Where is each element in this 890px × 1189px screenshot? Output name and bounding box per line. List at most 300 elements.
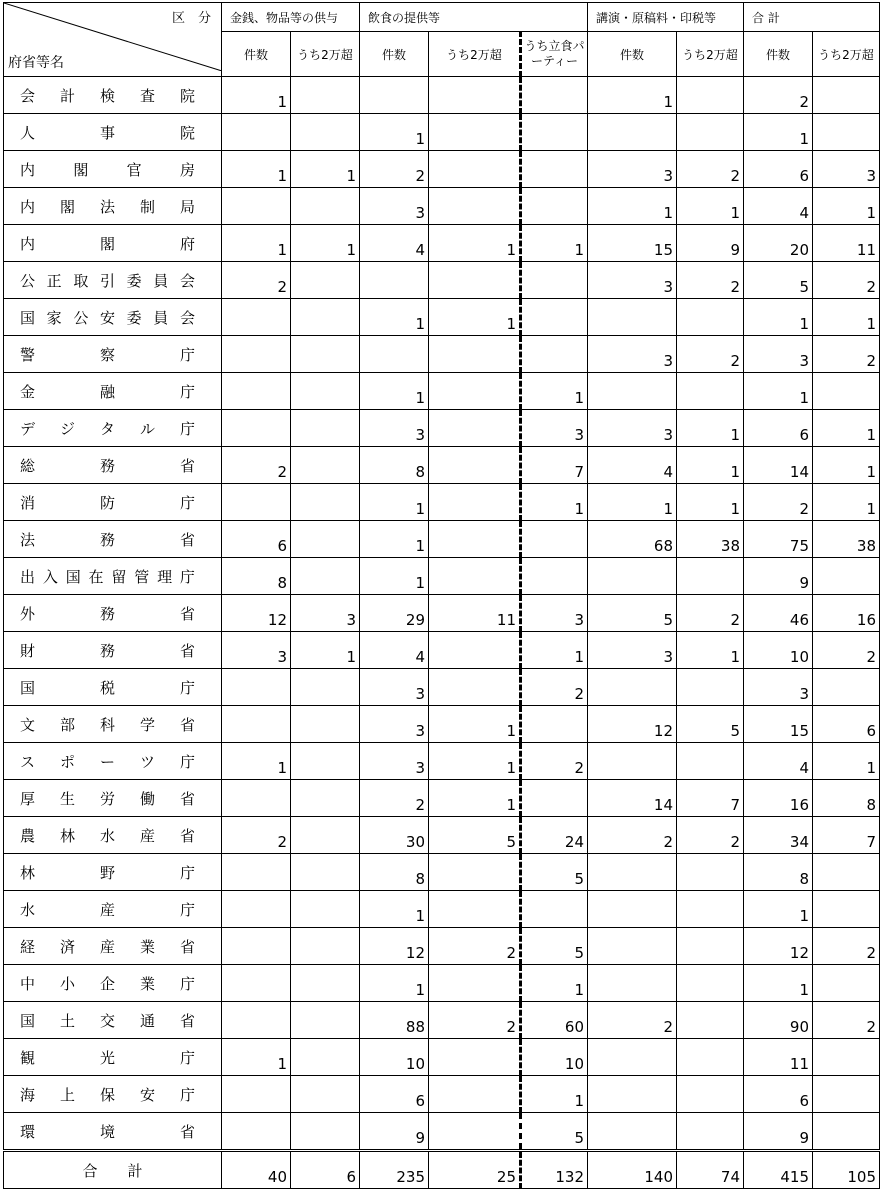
ministry-name: 消 防 庁 [20, 493, 195, 512]
cell-total-count: 75 [744, 521, 813, 558]
cell-total-over-20k [813, 114, 880, 151]
cell-meal-party: 1 [521, 225, 588, 262]
cell-lecture-count: 5 [588, 595, 677, 632]
ministry-name-cell [4, 77, 222, 114]
cell-meal-over-20k [429, 447, 521, 484]
cell-lecture-count: 4 [588, 447, 677, 484]
cell-lecture-count: 140 [588, 1151, 677, 1189]
cell-lecture-over-20k [677, 299, 744, 336]
subheader-count: 件数 [360, 32, 429, 77]
table-row [4, 1039, 880, 1076]
cell-meal-party: 1 [521, 1076, 588, 1113]
cell-meal-count: 1 [360, 521, 429, 558]
cell-meal-over-20k: 2 [429, 1002, 521, 1039]
cell-meal-count: 10 [360, 1039, 429, 1076]
table-row [4, 225, 880, 262]
cell-meal-count [360, 77, 429, 114]
ministry-name-cell [4, 854, 222, 891]
cell-total-over-20k: 3 [813, 151, 880, 188]
cell-total-over-20k: 11 [813, 225, 880, 262]
cell-meal-over-20k: 1 [429, 743, 521, 780]
cell-total-over-20k: 1 [813, 447, 880, 484]
cell-total-count: 1 [744, 373, 813, 410]
ministry-name: 警 察 庁 [20, 345, 195, 364]
cell-total-count: 4 [744, 188, 813, 225]
table-row [4, 299, 880, 336]
cell-lecture-over-20k [677, 669, 744, 706]
cell-total-over-20k: 6 [813, 706, 880, 743]
cell-total-over-20k: 16 [813, 595, 880, 632]
subheader-count: 件数 [588, 32, 677, 77]
cell-meal-over-20k [429, 521, 521, 558]
cell-meal-over-20k [429, 669, 521, 706]
cell-money-over-20k [291, 558, 360, 595]
ministry-name-cell [4, 632, 222, 669]
cell-lecture-over-20k [677, 891, 744, 928]
cell-meal-over-20k [429, 188, 521, 225]
cell-lecture-over-20k: 1 [677, 484, 744, 521]
cell-meal-over-20k: 1 [429, 706, 521, 743]
ministry-name: 外 務 省 [20, 604, 195, 623]
cell-lecture-over-20k [677, 928, 744, 965]
cell-lecture-over-20k: 1 [677, 632, 744, 669]
cell-lecture-count: 14 [588, 780, 677, 817]
cell-meal-count: 30 [360, 817, 429, 854]
table-row [4, 262, 880, 299]
cell-money-over-20k [291, 410, 360, 447]
cell-lecture-count: 3 [588, 410, 677, 447]
cell-lecture-over-20k: 74 [677, 1151, 744, 1189]
cell-meal-count [360, 262, 429, 299]
cell-money-over-20k [291, 780, 360, 817]
cell-money-count [222, 965, 291, 1002]
cell-meal-over-20k [429, 373, 521, 410]
cell-meal-party: 5 [521, 1113, 588, 1151]
cell-meal-over-20k [429, 854, 521, 891]
table-row [4, 632, 880, 669]
ministry-name: 金 融 庁 [20, 382, 195, 401]
cell-meal-count: 1 [360, 299, 429, 336]
table-row [4, 1076, 880, 1113]
ministry-name-cell [4, 447, 222, 484]
cell-meal-count: 9 [360, 1113, 429, 1151]
cell-money-count [222, 484, 291, 521]
cell-money-count [222, 299, 291, 336]
header-row-groups [4, 3, 880, 32]
cell-money-count [222, 854, 291, 891]
cell-total-count: 10 [744, 632, 813, 669]
cell-total-count: 1 [744, 299, 813, 336]
cell-total-over-20k [813, 965, 880, 1002]
cell-lecture-count [588, 1076, 677, 1113]
cell-lecture-count: 1 [588, 77, 677, 114]
cell-lecture-over-20k [677, 965, 744, 1002]
cell-meal-count: 8 [360, 447, 429, 484]
cell-lecture-count [588, 299, 677, 336]
cell-total-over-20k [813, 1039, 880, 1076]
ministry-name: 公 正 取 引 委 員 会 [20, 271, 195, 290]
cell-meal-count: 235 [360, 1151, 429, 1189]
group-header-lecture: 講演・原稿料・印税等 [588, 3, 744, 32]
cell-meal-party [521, 77, 588, 114]
ministry-name: 国 家 公 安 委 員 会 [20, 308, 195, 327]
table-row [4, 373, 880, 410]
cell-meal-over-20k [429, 410, 521, 447]
cell-meal-over-20k [429, 891, 521, 928]
cell-total-over-20k: 1 [813, 484, 880, 521]
cell-lecture-over-20k: 7 [677, 780, 744, 817]
cell-lecture-count: 3 [588, 336, 677, 373]
cell-meal-over-20k [429, 1076, 521, 1113]
table-row [4, 669, 880, 706]
cell-money-over-20k [291, 114, 360, 151]
ministry-name: 会 計 検 査 院 [20, 86, 195, 105]
cell-money-count: 6 [222, 521, 291, 558]
cell-meal-count: 88 [360, 1002, 429, 1039]
cell-meal-party: 2 [521, 743, 588, 780]
cell-total-count: 2 [744, 77, 813, 114]
cell-lecture-count [588, 373, 677, 410]
cell-meal-party: 1 [521, 632, 588, 669]
corner-header-cell [4, 3, 222, 77]
cell-total-over-20k: 1 [813, 743, 880, 780]
cell-meal-party: 5 [521, 928, 588, 965]
table-row [4, 965, 880, 1002]
cell-money-over-20k [291, 965, 360, 1002]
cell-lecture-count [588, 669, 677, 706]
table-row [4, 521, 880, 558]
table-row [4, 188, 880, 225]
cell-lecture-count: 1 [588, 188, 677, 225]
cell-lecture-count [588, 928, 677, 965]
cell-money-count [222, 928, 291, 965]
cell-lecture-over-20k [677, 854, 744, 891]
cell-total-over-20k: 2 [813, 928, 880, 965]
cell-money-count [222, 188, 291, 225]
cell-total-count: 11 [744, 1039, 813, 1076]
ministry-name: 出 入 国 在 留 管 理 庁 [20, 567, 195, 586]
cell-total-count: 9 [744, 1113, 813, 1151]
cell-money-count: 2 [222, 817, 291, 854]
ministry-name-cell [4, 1002, 222, 1039]
ministry-name: 国 税 庁 [20, 678, 195, 697]
cell-meal-over-20k [429, 965, 521, 1002]
cell-total-count: 20 [744, 225, 813, 262]
cell-lecture-count: 3 [588, 151, 677, 188]
cell-money-over-20k [291, 188, 360, 225]
ministry-name: 財 務 省 [20, 641, 195, 660]
cell-total-count: 4 [744, 743, 813, 780]
cell-money-count [222, 1002, 291, 1039]
cell-money-over-20k [291, 1039, 360, 1076]
cell-lecture-over-20k [677, 743, 744, 780]
ministry-name-cell [4, 114, 222, 151]
cell-meal-party: 1 [521, 965, 588, 1002]
table-row [4, 336, 880, 373]
ministry-name: 農 林 水 産 省 [20, 826, 195, 845]
cell-lecture-count [588, 558, 677, 595]
ministry-name: 国 土 交 通 省 [20, 1011, 195, 1030]
cell-total-over-20k: 105 [813, 1151, 880, 1189]
cell-lecture-count: 2 [588, 1002, 677, 1039]
cell-meal-over-20k: 1 [429, 225, 521, 262]
cell-total-over-20k: 2 [813, 336, 880, 373]
cell-lecture-count [588, 965, 677, 1002]
cell-total-over-20k [813, 669, 880, 706]
cell-meal-count: 1 [360, 484, 429, 521]
table-row [4, 151, 880, 188]
cell-lecture-over-20k: 2 [677, 336, 744, 373]
cell-money-over-20k [291, 854, 360, 891]
cell-meal-party [521, 114, 588, 151]
cell-meal-party: 7 [521, 447, 588, 484]
cell-money-over-20k [291, 299, 360, 336]
ministry-name: 総 務 省 [20, 456, 195, 475]
cell-total-count: 46 [744, 595, 813, 632]
cell-money-count [222, 114, 291, 151]
ministry-name: 厚 生 労 働 省 [20, 789, 195, 808]
cell-total-over-20k: 38 [813, 521, 880, 558]
cell-total-count: 14 [744, 447, 813, 484]
ministry-name-cell [4, 373, 222, 410]
cell-meal-count: 3 [360, 743, 429, 780]
cell-lecture-over-20k: 2 [677, 262, 744, 299]
cell-meal-count: 1 [360, 891, 429, 928]
cell-meal-count: 2 [360, 780, 429, 817]
cell-meal-count: 12 [360, 928, 429, 965]
cell-total-over-20k [813, 373, 880, 410]
cell-total-count: 6 [744, 1076, 813, 1113]
cell-total-count: 1 [744, 891, 813, 928]
cell-money-count: 2 [222, 447, 291, 484]
subheader-over-20k: うち2万超 [677, 32, 744, 77]
ministry-name: 内 閣 府 [20, 234, 195, 253]
ministry-name: 海 上 保 安 庁 [20, 1085, 195, 1104]
cell-total-count: 9 [744, 558, 813, 595]
cell-meal-over-20k [429, 1039, 521, 1076]
cell-meal-count: 1 [360, 114, 429, 151]
cell-lecture-count [588, 114, 677, 151]
table-row [4, 891, 880, 928]
cell-money-over-20k: 1 [291, 225, 360, 262]
ministry-name-cell [4, 225, 222, 262]
cell-meal-count: 3 [360, 669, 429, 706]
cell-meal-party [521, 336, 588, 373]
ministry-name: 文 部 科 学 省 [20, 715, 195, 734]
ministry-name: 水 産 庁 [20, 900, 195, 919]
cell-total-over-20k [813, 558, 880, 595]
cell-total-over-20k [813, 854, 880, 891]
cell-total-over-20k: 1 [813, 188, 880, 225]
table-row [4, 77, 880, 114]
cell-meal-count: 29 [360, 595, 429, 632]
ministry-name-cell [4, 817, 222, 854]
cell-meal-party: 1 [521, 373, 588, 410]
cell-lecture-count [588, 1113, 677, 1151]
cell-meal-party: 2 [521, 669, 588, 706]
table-wrapper [3, 2, 880, 1189]
ministry-name: 人 事 院 [20, 123, 195, 142]
table-row [4, 780, 880, 817]
cell-total-over-20k: 2 [813, 1002, 880, 1039]
ministry-name: デ ジ タ ル 庁 [20, 419, 195, 438]
cell-money-over-20k [291, 891, 360, 928]
group-header-total: 合 計 [744, 3, 880, 32]
table-row [4, 706, 880, 743]
cell-lecture-over-20k [677, 558, 744, 595]
cell-money-count [222, 373, 291, 410]
cell-money-count [222, 669, 291, 706]
cell-lecture-over-20k [677, 114, 744, 151]
ministry-name-cell [4, 743, 222, 780]
cell-money-over-20k [291, 336, 360, 373]
cell-meal-over-20k [429, 151, 521, 188]
cell-meal-over-20k [429, 77, 521, 114]
ministry-name-cell [4, 1076, 222, 1113]
cell-money-count: 1 [222, 151, 291, 188]
cell-meal-over-20k: 5 [429, 817, 521, 854]
table-row [4, 558, 880, 595]
cell-meal-count: 3 [360, 706, 429, 743]
cell-lecture-count [588, 1039, 677, 1076]
cell-meal-over-20k: 11 [429, 595, 521, 632]
cell-money-count: 12 [222, 595, 291, 632]
cell-total-count: 6 [744, 410, 813, 447]
cell-total-count: 6 [744, 151, 813, 188]
cell-lecture-over-20k [677, 1113, 744, 1151]
cell-meal-count: 4 [360, 225, 429, 262]
cell-money-count: 1 [222, 77, 291, 114]
cell-meal-count: 3 [360, 188, 429, 225]
cell-lecture-over-20k [677, 1039, 744, 1076]
table-row [4, 114, 880, 151]
table-row [4, 484, 880, 521]
cell-money-count: 3 [222, 632, 291, 669]
cell-total-over-20k: 2 [813, 262, 880, 299]
ministry-name-cell [4, 891, 222, 928]
cell-money-count [222, 1113, 291, 1151]
cell-meal-over-20k [429, 262, 521, 299]
cell-money-over-20k [291, 669, 360, 706]
subheader-over-20k: うち2万超 [429, 32, 521, 77]
cell-meal-over-20k: 2 [429, 928, 521, 965]
ministry-name: 経 済 産 業 省 [20, 937, 195, 956]
ministry-name: 中 小 企 業 庁 [20, 974, 195, 993]
cell-meal-party: 5 [521, 854, 588, 891]
cell-lecture-over-20k [677, 373, 744, 410]
table-row [4, 854, 880, 891]
cell-money-over-20k [291, 1076, 360, 1113]
cell-total-over-20k: 7 [813, 817, 880, 854]
cell-money-over-20k [291, 77, 360, 114]
cell-meal-over-20k: 25 [429, 1151, 521, 1189]
cell-money-over-20k [291, 706, 360, 743]
cell-money-count [222, 891, 291, 928]
cell-meal-count: 1 [360, 965, 429, 1002]
ministry-name-cell [4, 669, 222, 706]
cell-money-over-20k [291, 484, 360, 521]
total-label: 合 計 [82, 1161, 143, 1180]
ministry-name-cell [4, 410, 222, 447]
cell-lecture-count: 12 [588, 706, 677, 743]
cell-lecture-over-20k: 1 [677, 447, 744, 484]
cell-meal-over-20k [429, 484, 521, 521]
cell-meal-over-20k: 1 [429, 780, 521, 817]
cell-lecture-count: 3 [588, 262, 677, 299]
cell-total-count: 415 [744, 1151, 813, 1189]
cell-lecture-over-20k [677, 77, 744, 114]
total-row [4, 1151, 880, 1189]
group-header-money: 金銭、物品等の供与 [222, 3, 360, 32]
cell-meal-over-20k [429, 558, 521, 595]
ministry-name-cell [4, 336, 222, 373]
cell-total-over-20k: 8 [813, 780, 880, 817]
cell-total-count: 15 [744, 706, 813, 743]
subheader-over-20k: うち2万超 [291, 32, 360, 77]
cell-meal-party [521, 262, 588, 299]
corner-category-label: 区 分 [171, 11, 211, 26]
cell-meal-count: 2 [360, 151, 429, 188]
table-row [4, 928, 880, 965]
table-row [4, 410, 880, 447]
ministry-name: 環 境 省 [20, 1122, 195, 1141]
cell-money-over-20k [291, 928, 360, 965]
cell-lecture-over-20k: 2 [677, 151, 744, 188]
cell-meal-party: 3 [521, 410, 588, 447]
cell-total-over-20k: 1 [813, 299, 880, 336]
cell-meal-party [521, 151, 588, 188]
ministry-name-cell [4, 151, 222, 188]
table-row [4, 1113, 880, 1151]
cell-lecture-count: 68 [588, 521, 677, 558]
cell-meal-party [521, 188, 588, 225]
cell-lecture-over-20k: 2 [677, 595, 744, 632]
cell-meal-party: 10 [521, 1039, 588, 1076]
cell-money-count: 8 [222, 558, 291, 595]
subheader-standing-party: うち立食パーティー [521, 32, 588, 77]
cell-money-over-20k [291, 743, 360, 780]
cell-total-count: 16 [744, 780, 813, 817]
cell-total-over-20k [813, 1076, 880, 1113]
cell-lecture-over-20k [677, 1002, 744, 1039]
cell-total-over-20k [813, 77, 880, 114]
table-row [4, 1002, 880, 1039]
cell-money-count [222, 780, 291, 817]
cell-total-count: 90 [744, 1002, 813, 1039]
cell-meal-party: 1 [521, 484, 588, 521]
cell-lecture-count: 15 [588, 225, 677, 262]
subheader-count: 件数 [222, 32, 291, 77]
ministry-name-cell [4, 780, 222, 817]
cell-lecture-over-20k: 5 [677, 706, 744, 743]
cell-total-count: 1 [744, 965, 813, 1002]
cell-meal-count: 6 [360, 1076, 429, 1113]
cell-total-count: 12 [744, 928, 813, 965]
ministry-name-cell [4, 299, 222, 336]
ministry-name-cell [4, 484, 222, 521]
table-row [4, 447, 880, 484]
table-row [4, 743, 880, 780]
cell-lecture-over-20k: 2 [677, 817, 744, 854]
cell-lecture-count [588, 854, 677, 891]
ministry-name: 内 閣 官 房 [20, 160, 195, 179]
cell-money-count: 1 [222, 743, 291, 780]
ministry-name: 法 務 省 [20, 530, 195, 549]
cell-money-count [222, 336, 291, 373]
ministry-name-cell [4, 262, 222, 299]
cell-total-count: 3 [744, 669, 813, 706]
cell-lecture-over-20k: 9 [677, 225, 744, 262]
